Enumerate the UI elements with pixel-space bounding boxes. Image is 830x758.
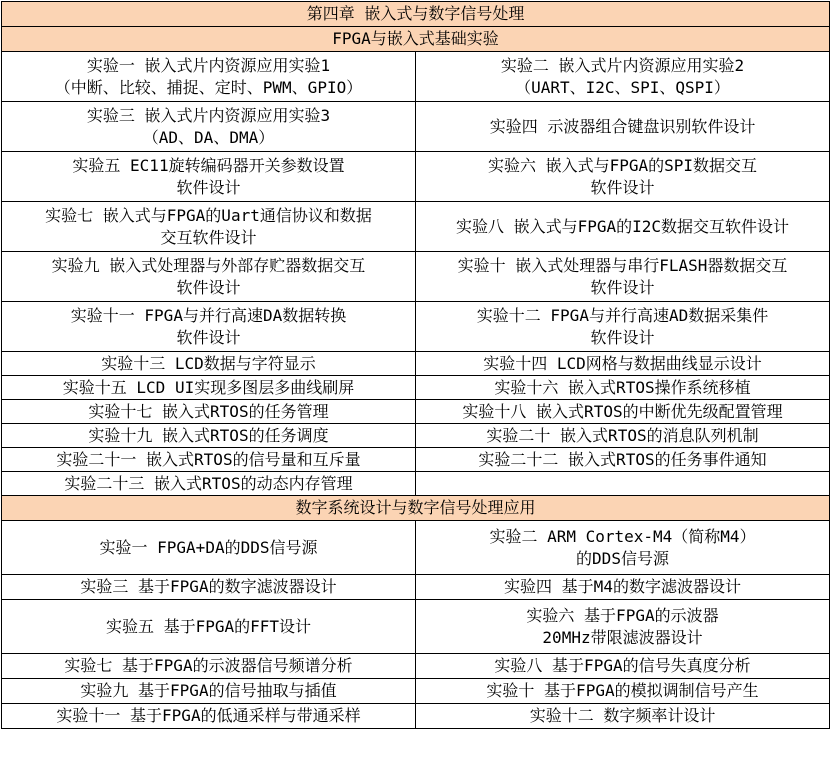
experiment-cell: [2, 252, 416, 302]
table-row: [2, 600, 830, 654]
experiment-cell: [416, 376, 830, 400]
experiment-text: 实验十二 数字频率计设计: [529, 706, 716, 725]
experiment-cell: [2, 448, 416, 472]
experiment-cell: [416, 202, 830, 252]
experiment-text: 的DDS信号源: [576, 548, 669, 568]
experiment-cell: [2, 679, 416, 704]
experiment-text: 软件设计: [176, 277, 241, 297]
experiment-text: 软件设计: [590, 327, 655, 347]
experiment-cell: [416, 352, 830, 376]
experiment-text: 实验十 嵌入式处理器与串行FLASH器数据交互: [457, 255, 788, 275]
section-title: FPGA与嵌入式基础实验: [2, 27, 830, 52]
experiment-cell: [416, 102, 830, 152]
experiment-cell: [2, 400, 416, 424]
experiment-text: 实验十一 基于FPGA的低通采样与带通采样: [56, 706, 361, 725]
section-header-row: [2, 27, 830, 52]
experiment-text: 实验三 基于FPGA的数字滤波器设计: [80, 577, 337, 596]
table-row: [2, 448, 830, 472]
experiment-cell: [416, 600, 830, 654]
table-row: [2, 152, 830, 202]
table-row: [2, 654, 830, 679]
table-row: [2, 102, 830, 152]
experiment-cell: [2, 704, 416, 729]
experiment-text: 20MHz带限滤波器设计: [542, 627, 703, 647]
table-row: [2, 302, 830, 352]
experiment-text: 实验十六 嵌入式RTOS操作系统移植: [494, 377, 751, 397]
experiment-cell: [416, 252, 830, 302]
section-title: 数字系统设计与数字信号处理应用: [2, 496, 830, 521]
experiment-text: （UART、I2C、SPI、QSPI）: [515, 77, 730, 97]
chapter-title: 第四章 嵌入式与数字信号处理: [2, 2, 830, 27]
experiment-text: 实验二十 嵌入式RTOS的消息队列机制: [486, 425, 759, 445]
experiment-text: 软件设计: [590, 277, 655, 297]
experiment-cell: [2, 575, 416, 600]
experiment-table: [1, 1, 830, 729]
experiment-text: 实验五 EC11旋转编码器开关参数设置: [72, 155, 345, 175]
experiment-cell: [2, 521, 416, 575]
table-row: [2, 400, 830, 424]
experiment-text: 实验七 基于FPGA的示波器信号频谱分析: [64, 656, 353, 675]
experiment-cell: [416, 704, 830, 729]
experiment-text: 软件设计: [176, 177, 241, 197]
experiment-cell: [416, 52, 830, 102]
table-row: [2, 376, 830, 400]
experiment-cell: [2, 52, 416, 102]
table-row: [2, 704, 830, 729]
experiment-table-body: [2, 2, 830, 729]
experiment-text: 实验十 基于FPGA的模拟调制信号产生: [486, 681, 759, 700]
experiment-text: 实验二 嵌入式片内资源应用实验2: [500, 55, 745, 75]
experiment-cell: [2, 302, 416, 352]
experiment-text: 实验六 嵌入式与FPGA的SPI数据交互: [487, 155, 758, 175]
experiment-text: 交互软件设计: [160, 227, 257, 247]
table-row: [2, 472, 830, 496]
experiment-cell: [2, 600, 416, 654]
experiment-cell: [416, 575, 830, 600]
experiment-cell: [2, 202, 416, 252]
experiment-text: 实验十三 LCD数据与字符显示: [101, 353, 316, 373]
empty-cell: [416, 472, 830, 496]
experiment-text: 实验十九 嵌入式RTOS的任务调度: [88, 425, 329, 445]
experiment-text: 实验十八 嵌入式RTOS的中断优先级配置管理: [462, 401, 783, 421]
experiment-cell: [416, 679, 830, 704]
experiment-text: 实验四 基于M4的数字滤波器设计: [504, 577, 741, 596]
experiment-text: 实验十七 嵌入式RTOS的任务管理: [88, 401, 329, 421]
experiment-text: （AD、DA、DMA）: [142, 127, 275, 147]
experiment-text: 实验五 基于FPGA的FFT设计: [105, 616, 312, 636]
experiment-text: 实验十五 LCD UI实现多图层多曲线刷屏: [62, 377, 355, 397]
table-row: [2, 575, 830, 600]
experiment-text: 实验九 嵌入式处理器与外部存贮器数据交互: [51, 255, 366, 275]
experiment-text: 实验十一 FPGA与并行高速DA数据转换: [70, 305, 347, 325]
experiment-text: 实验九 基于FPGA的信号抽取与插值: [80, 681, 337, 700]
chapter-title-row: [2, 2, 830, 27]
experiment-cell: [2, 376, 416, 400]
experiment-text: 软件设计: [176, 327, 241, 347]
experiment-cell: [2, 424, 416, 448]
experiment-text: 实验八 基于FPGA的信号失真度分析: [494, 656, 751, 675]
experiment-text: （中断、比较、捕捉、定时、PWM、GPIO）: [54, 77, 363, 97]
experiment-text: 实验二十二 嵌入式RTOS的任务事件通知: [478, 449, 767, 469]
experiment-text: 实验七 嵌入式与FPGA的Uart通信协议和数据: [45, 205, 372, 225]
experiment-cell: [2, 102, 416, 152]
experiment-cell: [416, 152, 830, 202]
experiment-cell: [416, 654, 830, 679]
experiment-cell: [2, 152, 416, 202]
experiment-text: 实验三 嵌入式片内资源应用实验3: [86, 105, 331, 125]
table-row: [2, 679, 830, 704]
experiment-cell: [416, 448, 830, 472]
experiment-text: 实验十四 LCD网格与数据曲线显示设计: [483, 353, 762, 373]
table-row: [2, 202, 830, 252]
experiment-text: 实验八 嵌入式与FPGA的I2C数据交互软件设计: [455, 216, 790, 236]
experiment-text: 实验二十三 嵌入式RTOS的动态内存管理: [64, 473, 353, 493]
experiment-text: 实验二十一 嵌入式RTOS的信号量和互斥量: [56, 449, 361, 469]
experiment-cell: [416, 424, 830, 448]
table-row: [2, 52, 830, 102]
experiment-cell: [416, 400, 830, 424]
experiment-text: 实验一 FPGA+DA的DDS信号源: [99, 537, 318, 557]
table-row: [2, 252, 830, 302]
experiment-text: 实验十二 FPGA与并行高速AD数据采集件: [476, 305, 769, 325]
experiment-text: 实验二 ARM Cortex-M4（简称M4）: [489, 526, 756, 546]
experiment-text: 实验六 基于FPGA的示波器: [526, 605, 719, 625]
experiment-cell: [416, 521, 830, 575]
experiment-cell: [2, 654, 416, 679]
table-row: [2, 521, 830, 575]
experiment-text: 软件设计: [590, 177, 655, 197]
experiment-text: 实验四 示波器组合键盘识别软件设计: [489, 116, 756, 136]
experiment-cell: [2, 472, 416, 496]
table-row: [2, 424, 830, 448]
table-row: [2, 352, 830, 376]
experiment-text: 实验一 嵌入式片内资源应用实验1: [86, 55, 331, 75]
section-header-row: [2, 496, 830, 521]
experiment-cell: [2, 352, 416, 376]
experiment-cell: [416, 302, 830, 352]
